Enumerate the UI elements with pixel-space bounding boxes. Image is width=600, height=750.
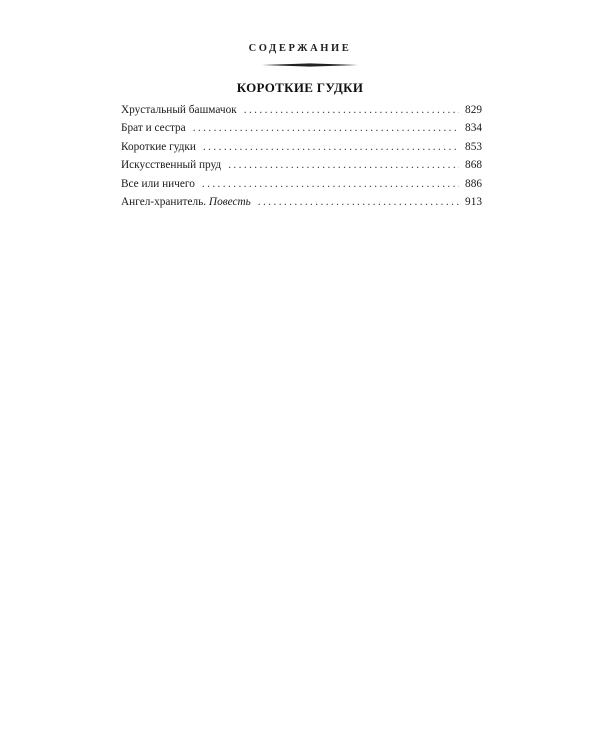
- toc-leader-dots: [202, 175, 459, 193]
- toc-page-number: 886: [465, 177, 482, 190]
- toc-entry-title: Брат и сестра: [121, 122, 186, 135]
- header-ornament-rule: [262, 63, 358, 67]
- toc-leader-dots: [244, 101, 459, 119]
- toc-entry-title: Ангел-хранитель. Повесть: [121, 195, 251, 208]
- toc-page-number: 829: [465, 104, 482, 116]
- toc-entry-subtitle: Повесть: [208, 195, 251, 208]
- toc-entry[interactable]: [121, 193, 482, 211]
- toc-entry-title: Хрустальный башмачок: [121, 104, 237, 116]
- toc-entry[interactable]: [121, 119, 482, 137]
- toc-entry[interactable]: [121, 138, 482, 156]
- toc-leader-dots: [193, 119, 459, 137]
- toc-page-number: 913: [465, 195, 482, 208]
- toc-entry-title: Все или ничего: [121, 177, 195, 190]
- toc-entry[interactable]: [121, 156, 482, 174]
- toc-page-number: 868: [465, 159, 482, 172]
- running-header: СОДЕРЖАНИЕ: [248, 43, 352, 54]
- toc-leader-dots: [203, 138, 459, 156]
- toc-entry[interactable]: [121, 101, 482, 119]
- toc-entry-title: Короткие гудки: [121, 140, 196, 153]
- table-of-contents: [121, 101, 482, 211]
- toc-leader-dots: [258, 193, 459, 211]
- toc-entry[interactable]: [121, 175, 482, 193]
- toc-entry-title: Искусственный пруд: [121, 159, 222, 172]
- section-title: КОРОТКИЕ ГУДКИ: [236, 80, 364, 95]
- toc-page-number: 853: [465, 140, 482, 153]
- toc-page-number: 834: [465, 122, 482, 135]
- toc-leader-dots: [228, 156, 459, 174]
